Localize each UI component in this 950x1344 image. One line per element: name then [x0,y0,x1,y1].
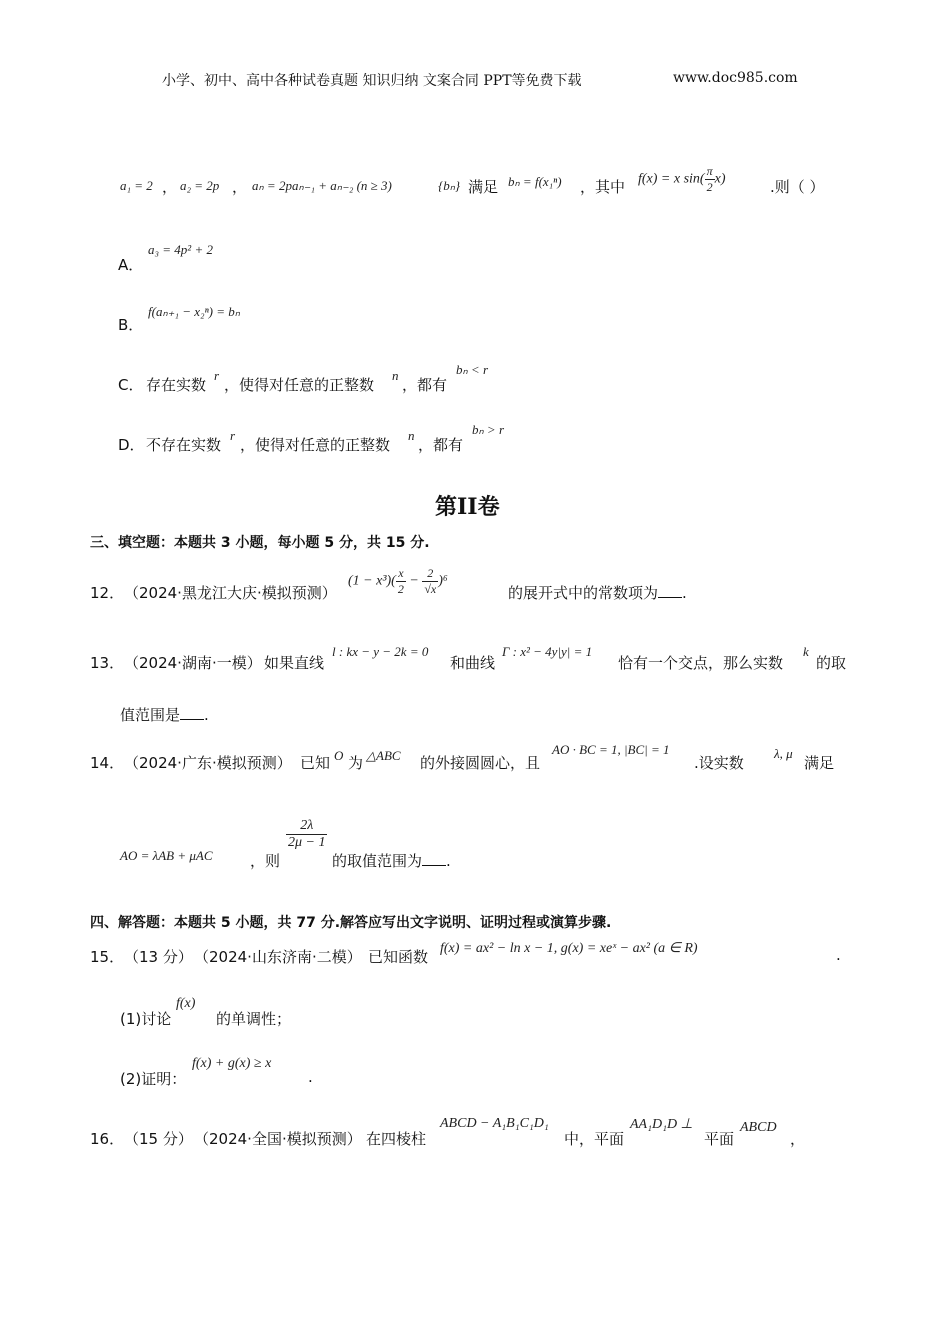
q14-line2 [120,818,520,870]
option-d-m1: r [230,428,236,443]
q11-text-satisfy: 满足 [468,178,499,196]
q13-number: 13． [90,654,125,672]
q14-math-lambda-mu: λ, μ [774,746,793,761]
q14-math-triangle: △ABC [366,748,401,763]
option-d-label: D． [118,436,145,454]
option-c-m3: bₙ < r [456,362,489,377]
q14-line1 [90,738,860,774]
option-d-m2: n [408,428,415,443]
q13-source: （2024·湖南·一模） [124,654,262,672]
option-d-text1: 不存在实数 [146,436,222,454]
q14-answer-blank[interactable] [422,853,446,866]
q15-number: 15． [90,948,125,966]
q13-text3: 恰有一个交点，那么实数 [618,654,784,672]
section3-heading: 三、填空题：本题共 3 小题，每小题 5 分，共 15 分. [90,535,430,551]
q14-text3: 的外接圆圆心，且 [420,754,541,772]
q16-number: 16． [90,1130,125,1148]
q15-math-functions: f(x) = ax² − ln x − 1, g(x) = xeˣ − ax² (a ∈ R) [440,941,698,956]
header-text: 小学、初中、高中各种试卷真题 知识归纳 文案合同 PPT等免费下载 [162,73,582,89]
q12-number: 12． [90,584,125,602]
option-c-label: C． [118,376,144,394]
q16-source: （2024·全国·模拟预测） [194,1130,362,1148]
q14-text7: 的取值范围为 . [332,852,451,870]
q11-option-d[interactable] [118,420,538,454]
option-c-text1: 存在实数 [146,376,207,394]
q11-sep-1: ， [162,178,178,196]
option-d-text3: ，都有 [418,436,464,454]
q11-option-b[interactable] [118,300,418,334]
q14-text4: .设实数 [694,754,744,772]
header-site[interactable]: www.doc985.com [673,70,798,86]
q16-math-plane: AA₁D₁D ⊥ [630,1117,693,1132]
q11-option-a[interactable] [118,240,418,272]
q14-math-condition: AO · BC = 1, |BC| = 1 [552,742,670,757]
q15-stem [90,932,860,966]
q11-math-a2: a₂ = 2p [180,178,220,193]
q13-line1 [90,640,860,670]
q14-fraction: $\frac{2\lambda}{2\mu - 1}$ [288,818,326,850]
q11-math-bn-def: bₙ = f(x₁ⁿ) [508,174,562,189]
q13-line2: 值范围是 . [120,706,209,724]
q16-stem [90,1114,860,1148]
q16-text1: 在四棱柱 [366,1130,427,1148]
q14-math-vector: AO = λAB + μAC [120,848,213,863]
q14-math-O: O [334,748,344,763]
q13-text2: 和曲线 [450,654,496,672]
q14-number: 14． [90,754,125,772]
q14-text5: 满足 [804,754,835,772]
option-d-m3: bₙ > r [472,422,505,437]
option-a-math: a₃ = 4p² + 2 [148,242,213,257]
q15-points: （13 分） [124,948,193,966]
q14-source: （2024·广东·模拟预测） [124,754,292,772]
option-c-text2: ，使得对任意的正整数 [224,376,375,394]
option-c-text3: ，都有 [402,376,448,394]
q12-text: 的展开式中的常数项为 . [508,584,687,602]
q16-math-prism: ABCD − A₁B₁C₁D₁ [440,1116,549,1131]
q11-math-recurrence: aₙ = 2paₙ₋₁ + aₙ₋₂ (n ≥ 3) [252,178,392,193]
q16-text4: ， [790,1130,806,1148]
option-a-label: A． [118,256,144,274]
q11-math-a1: a₁ = 2 [120,178,153,193]
q16-math-base: ABCD [740,1120,777,1135]
q13-math-k: k [803,644,809,659]
part2-title: 第II卷 [435,494,500,520]
q11-sep-2: ， [232,178,248,196]
q12 [90,566,850,612]
q15-part1 [120,994,420,1028]
q13-math-line: l : kx − y − 2k = 0 [332,644,429,659]
option-b-math: f(aₙ₊₁ − x₂ⁿ) = bₙ [148,304,240,319]
q15-text1: 已知函数 [368,948,429,966]
option-c-m1: r [214,368,220,383]
q11-option-c[interactable] [118,360,538,394]
q13-text4: 的取 [816,654,847,672]
q12-source: （2024·黑龙江大庆·模拟预测） [124,584,337,602]
option-c-m2: n [392,368,399,383]
q13-math-curve: Γ : x² − 4y|y| = 1 [502,644,593,659]
q15-part1-label: (1)讨论 [120,1010,172,1028]
q16-text3: 平面 [704,1130,735,1148]
q15-part1-math: f(x) [176,996,196,1011]
q12-answer-blank[interactable] [658,585,682,598]
section4-heading: 四、解答题：本题共 5 小题，共 77 分.解答应写出文字说明、证明过程或演算步骤. [90,915,612,931]
option-b-label: B． [118,316,144,334]
q15-part2-label: (2)证明： [120,1070,187,1088]
q16-text2: 中，平面 [564,1130,625,1148]
q16-points: （15 分） [124,1130,193,1148]
q11-text-then: .则（ ） [770,178,825,196]
q12-math: (1 − x³)( $\frac{x}{2}$ − $\frac{2}{√x}$ )⁶ [348,566,448,596]
q15-source: （2024·山东济南·二模） [194,948,362,966]
q14-text6: ，则 [250,852,281,870]
option-d-text2: ，使得对任意的正整数 [240,436,391,454]
q11-math-bn: {bₙ} [438,178,461,193]
q14-text2: 为 [348,754,364,772]
q15-part2-end: . [308,1068,313,1086]
q15-part2 [120,1054,420,1088]
q11-math-f-def: f(x) = x sin( $\frac{\pi}{2}$ x) [638,164,726,194]
q11-text-where: ，其中 [580,178,626,196]
q15-part1-text: 的单调性； [216,1010,292,1028]
q15-end: . [836,946,841,964]
q14-text1: 已知 [300,754,331,772]
q15-part2-math: f(x) + g(x) ≥ x [192,1056,272,1071]
q13-answer-blank[interactable] [180,707,204,720]
q13-text1: 如果直线 [264,654,325,672]
